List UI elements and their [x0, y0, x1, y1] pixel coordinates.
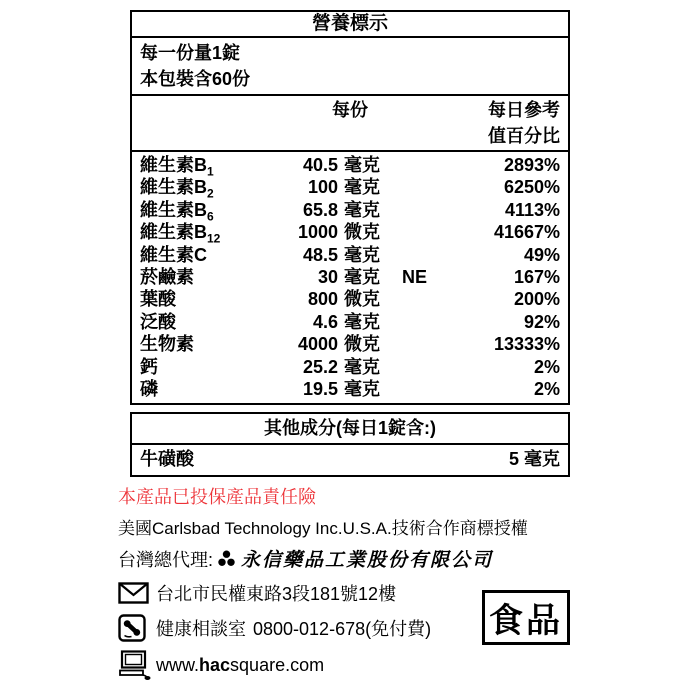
nutrient-amount: 4000 [297, 334, 338, 355]
other-ingredients-title: 其他成分(每日1錠含:) [132, 414, 568, 445]
nutrient-percent: 2% [533, 356, 560, 377]
nutrient-unit: 微克 [344, 222, 380, 243]
table-row [132, 311, 568, 333]
per-serving-header: 每份 [332, 100, 368, 120]
label-tables [130, 10, 570, 477]
daily-ref-header [410, 97, 560, 149]
nutrition-table [130, 10, 570, 405]
table-row [132, 199, 568, 224]
ingredient-name: 牛磺酸 [140, 449, 194, 470]
nutrient-amount: 4.6 [312, 311, 338, 332]
nutrient-name: 生物素 [140, 334, 194, 355]
food-category-badge: 食品 [482, 590, 570, 645]
nutrient-percent: 200% [513, 289, 560, 310]
nutrient-unit: 毫克 [344, 155, 380, 175]
table-row [132, 356, 568, 378]
nutrient-amount: 25.2 [302, 356, 338, 377]
table-row [132, 244, 568, 266]
nutrient-name: 維生素$B_{12}$ [140, 222, 221, 246]
nutrient-unit: 毫克 [344, 244, 380, 265]
nutrient-percent: 49% [523, 244, 560, 265]
table-row [132, 445, 568, 475]
agent-label: 台灣總代理: [118, 549, 214, 570]
table-row [132, 288, 568, 310]
nutrient-amount: 40.5 [302, 155, 338, 175]
agent-company-name: 永信藥品工業股份有限公司 [241, 549, 494, 571]
nutrient-name: 磷 [140, 379, 158, 400]
nutrient-amount: 65.8 [302, 199, 338, 220]
nutrient-amount: 48.5 [302, 244, 338, 265]
daily-ref-header-line2: 值百分比 [488, 126, 560, 146]
phone-icon [118, 614, 156, 642]
nutrient-percent: 4113% [504, 199, 560, 220]
nutrient-name: 菸鹼素 [140, 267, 194, 288]
nutrient-name: 維生素C [140, 244, 207, 265]
column-headers [132, 96, 568, 152]
footer-info [118, 486, 574, 680]
nutrient-unit: 毫克 [344, 267, 380, 288]
nutrient-unit: 毫克 [344, 311, 380, 332]
table-row [132, 176, 568, 201]
insurance-notice: 本產品已投保產品責任險 [118, 487, 316, 507]
nutrient-unit: 毫克 [344, 379, 380, 400]
agent-line [118, 545, 574, 572]
nutrient-name: 泛酸 [140, 311, 176, 332]
hotline-number: 0800-012-678(免付費) [253, 619, 432, 639]
nutrition-table-title: 營養標示 [132, 12, 568, 38]
nutrient-amount: 100 [307, 177, 338, 198]
nutrient-amount: 800 [307, 289, 338, 310]
column-header-spacer [140, 97, 290, 149]
table-row [132, 378, 568, 400]
computer-icon [118, 650, 156, 680]
table-row [132, 266, 568, 288]
table-row [132, 154, 568, 179]
nutrient-amount: 19.5 [302, 379, 338, 400]
company-logo-icon [217, 550, 236, 568]
nutrient-percent: 2% [533, 379, 560, 400]
nutrient-name: 維生素$B_6$ [140, 199, 214, 224]
table-row [132, 333, 568, 355]
nutrient-rows [132, 152, 568, 403]
nutrient-percent: 6250% [503, 177, 560, 198]
nutrient-percent: 92% [523, 311, 560, 332]
nutrient-unit: 微克 [344, 334, 380, 355]
nutrient-suffix: NE [402, 267, 428, 288]
license-line: 美國Carlsbad Technology Inc.U.S.A.技術合作商標授權 [118, 519, 528, 538]
other-ingredients-table [130, 412, 570, 477]
nutrient-name: 維生素$B_1$ [140, 155, 214, 179]
nutrient-percent: 41667% [493, 222, 560, 243]
website-line [118, 650, 574, 680]
nutrient-amount: 1000 [297, 222, 338, 243]
serving-info [132, 38, 568, 96]
hotline-label: 健康相談室 [156, 619, 246, 639]
nutrient-percent: 167% [513, 267, 560, 288]
table-row [132, 221, 568, 246]
nutrient-percent: 2893% [503, 155, 560, 175]
nutrient-unit: 微克 [344, 289, 380, 310]
nutrient-unit: 毫克 [344, 177, 380, 198]
nutrient-name: 葉酸 [140, 289, 176, 310]
website-url: www.hacsquare.com [156, 654, 325, 675]
daily-ref-header-line1: 每日參考 [488, 100, 560, 120]
address-text: 台北市民權東路3段181號12樓 [156, 584, 397, 604]
nutrient-name: 鈣 [140, 356, 158, 377]
ingredient-amount: 5 毫克 [508, 449, 560, 470]
servings-per-pack: 本包裝含60份 [140, 69, 251, 89]
nutrient-name: 維生素$B_2$ [140, 177, 214, 201]
nutrient-percent: 13333% [493, 334, 560, 355]
nutrient-amount: 30 [317, 267, 338, 288]
nutrient-unit: 毫克 [344, 356, 380, 377]
envelope-icon [118, 582, 156, 604]
nutrient-unit: 毫克 [344, 199, 380, 220]
serving-size: 每一份量1錠 [140, 43, 241, 63]
